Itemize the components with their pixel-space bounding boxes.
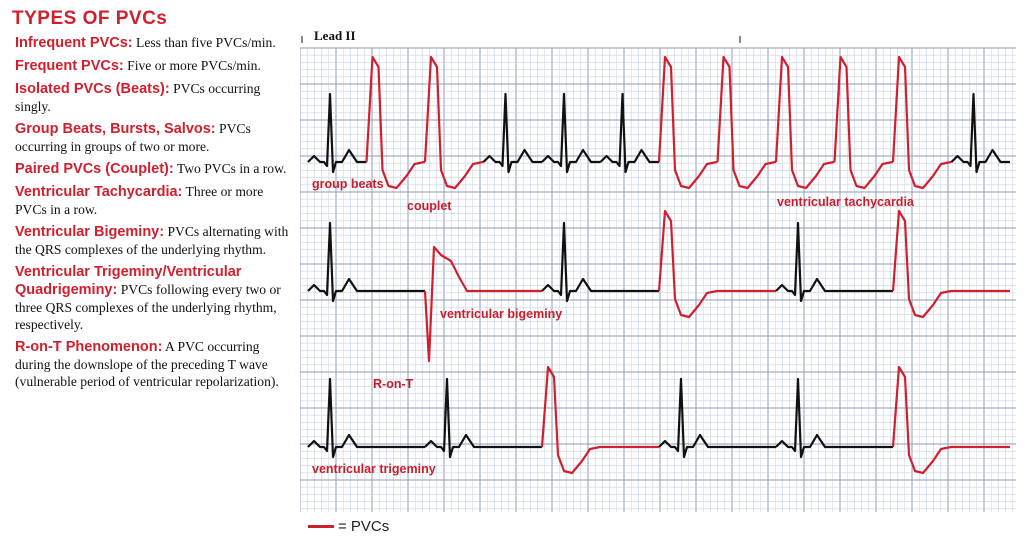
- ventricular-bigeminy-label: ventricular bigeminy: [440, 307, 563, 321]
- definition-text: Less than five PVCs/min.: [132, 35, 276, 50]
- legend: [308, 518, 389, 535]
- definition-item: [15, 160, 298, 178]
- definition-term: Infrequent PVCs:: [15, 35, 133, 51]
- definition-text: Three or more PVCs in a row.: [15, 184, 264, 217]
- definition-text: PVCs occurring in groups of two or more.: [15, 121, 251, 154]
- couplet-label: couplet: [407, 199, 452, 213]
- definition-term: Frequent PVCs:: [15, 58, 124, 74]
- definition-item: [15, 338, 298, 390]
- definition-item: [15, 183, 298, 218]
- ecg-chart: [300, 26, 1016, 512]
- definition-term: Isolated PVCs (Beats):: [15, 81, 170, 97]
- definitions-panel: [8, 8, 298, 395]
- definition-text: PVCs following every two or three QRS complexes of the underlying rhythm, respectively.: [15, 282, 281, 332]
- definition-text: Two PVCs in a row.: [173, 161, 287, 176]
- r-on-t-label: R-on-T: [373, 377, 414, 391]
- definition-item: [15, 223, 298, 258]
- group-beats-label: group beats: [312, 177, 384, 191]
- ventricular-tachycardia-label: ventricular tachycardia: [777, 195, 914, 209]
- definition-item: [15, 263, 298, 333]
- ecg-labels: [312, 28, 915, 476]
- pvc-legend-swatch: [308, 525, 334, 528]
- definition-term: Ventricular Trigeminy/Ventricular Quadrigeminy:: [15, 264, 242, 298]
- definition-item: [15, 80, 298, 115]
- normal-beat: [425, 379, 542, 457]
- definition-text: PVCs occurring singly.: [15, 81, 261, 114]
- definition-term: Group Beats, Bursts, Salvos:: [15, 121, 216, 137]
- normal-beat: [542, 223, 659, 301]
- pvc-beat: [542, 367, 659, 473]
- definition-item: [15, 34, 298, 52]
- definition-item: [15, 57, 298, 75]
- lead-label: Lead II: [314, 28, 356, 43]
- panel-title: TYPES OF PVCs: [12, 8, 168, 29]
- ventricular-trigeminy-label: ventricular trigeminy: [312, 462, 436, 476]
- definition-term: Paired PVCs (Couplet):: [15, 161, 174, 177]
- definition-term: R-on-T Phenomenon:: [15, 339, 163, 355]
- normal-beat: [308, 223, 425, 301]
- definition-text: Five or more PVCs/min.: [123, 58, 261, 73]
- pvc-beat: [893, 367, 1010, 473]
- definition-term: Ventricular Bigeminy:: [15, 224, 165, 240]
- ecg-svg: [300, 26, 1016, 512]
- definition-term: Ventricular Tachycardia:: [15, 184, 183, 200]
- legend-label: = PVCs: [338, 518, 390, 535]
- normal-beat: [776, 379, 893, 457]
- normal-beat: [776, 223, 893, 301]
- definition-text: A PVC occurring during the downslope of the preceding T wave (vulnerable period of ventricular repolarization).: [15, 339, 279, 389]
- definition-list: [8, 34, 298, 390]
- definition-text: PVCs alternating with the QRS complexes of the underlying rhythm.: [15, 224, 289, 257]
- definition-item: [15, 120, 298, 155]
